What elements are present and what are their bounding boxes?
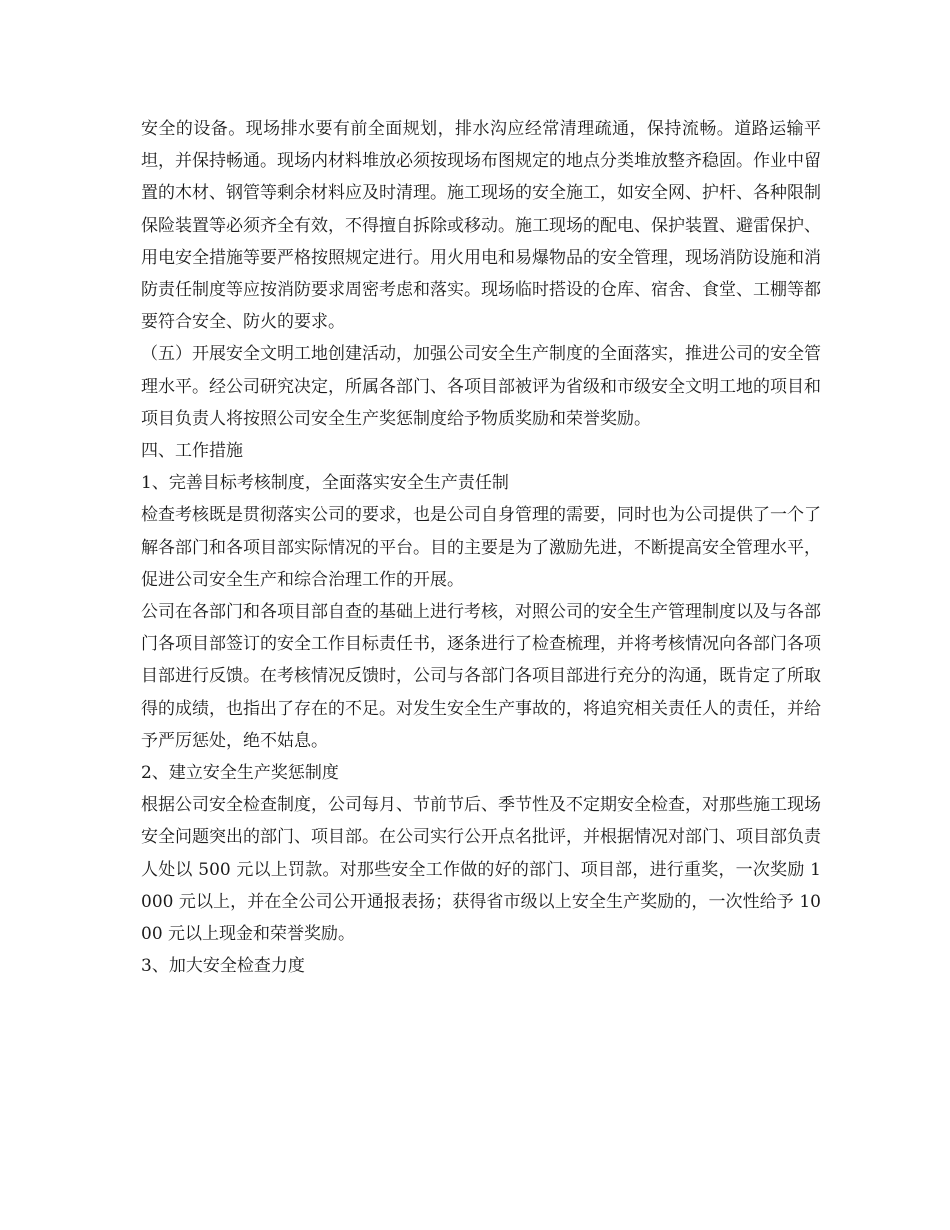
subheading-target-assessment: 1、完善目标考核制度，全面落实安全生产责任制 — [141, 473, 509, 494]
paragraph-assessment-purpose: 检查考核既是贯彻落实公司的要求，也是公司自身管理的需要，同时也为公司提供了一个了解各部门和各项目部实际情况的平台。目的主要是为了激励先进，不断提高安全管理水平，促进公司安全生产和综合治理工作的开展。 — [141, 505, 821, 590]
paragraph-assessment-process: 公司在各部门和各项目部自查的基础上进行考核，对照公司的安全生产管理制度以及与各部门各项目部签订的安全工作目标责任书，逐条进行了检查梳理，并将考核情况向各部门各项目部进行反馈。在考核情况反馈时，公司与各部门各项目部进行充分的沟通，既肯定了所取得的成绩，也指出了存在的不足。对发生安全生产事故的，将追究相关责任人的责任，并给予严厉惩处，绝不姑息。 — [141, 602, 821, 751]
subheading-reward-punishment: 2、建立安全生产奖惩制度 — [141, 763, 339, 784]
paragraph-site-safety: 安全的设备。现场排水要有前全面规划，排水沟应经常清理疏通，保持流畅。道路运输平坦，并保持畅通。现场内材料堆放必须按现场布图规定的地点分类堆放整齐稳固。作业中留置的木材、钢管等剩余材料应及时清理。施工现场的安全施工，如安全网、护杆、各种限制保险装置等必须齐全有效，不得擅自拆除或移动。施工现场的配电、保护装置、避雷保护、用电安全措施等要严格按照规定进行。用火用电和易爆物品的安全管理，现场消防设施和消防责任制度等应按消防要求周密考虑和落实。现场临时搭设的仓库、宿舍、食堂、工棚等都要符合安全、防火的要求。 — [141, 119, 821, 333]
section-heading-work-measures: 四、工作措施 — [141, 441, 243, 462]
document-body — [141, 113, 821, 982]
paragraph-reward-punishment: 根据公司安全检查制度，公司每月、节前节后、季节性及不定期安全检查，对那些施工现场安全问题突出的部门、项目部。在公司实行公开点名批评，并根据情况对部门、项目部负责人处以 500 元以上罚款。对那些安全工作做的好的部门、项目部，进行重奖，一次奖励 1000 元以上，并在全公司公开通报表扬；获得省市级以上安全生产奖励的，一次性给予 1000 元以上现金和荣誉奖励。 — [141, 795, 821, 945]
subheading-safety-inspection: 3、加大安全检查力度 — [141, 956, 305, 977]
paragraph-civilized-site: （五）开展安全文明工地创建活动，加强公司安全生产制度的全面落实，推进公司的安全管理水平。经公司研究决定，所属各部门、各项目部被评为省级和市级安全文明工地的项目和项目负责人将按照公司安全生产奖惩制度给予物质奖励和荣誉奖励。 — [141, 344, 821, 429]
